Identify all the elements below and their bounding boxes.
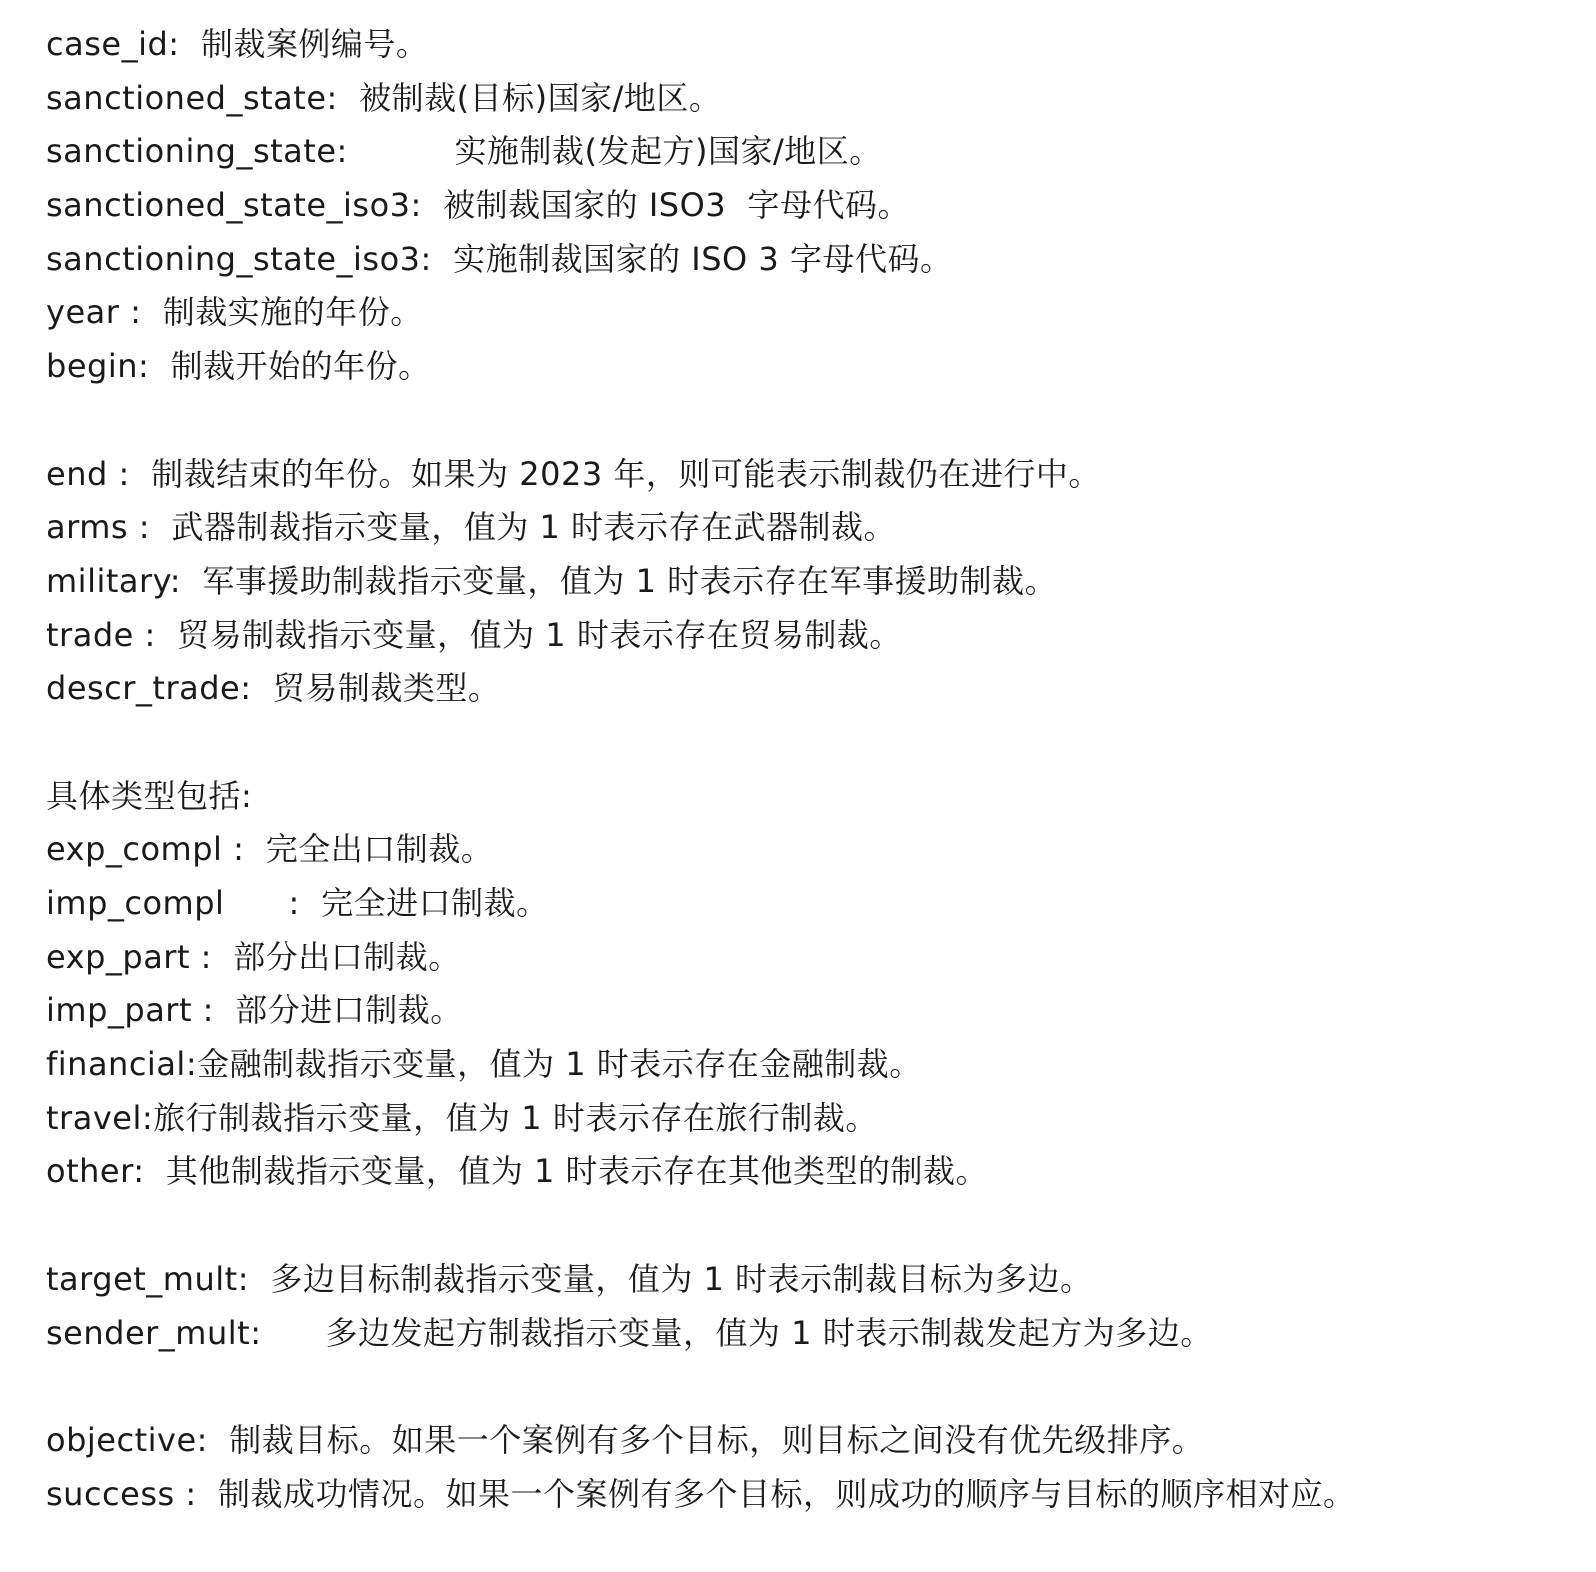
- field-name: trade :: [46, 615, 178, 654]
- line-arms: [46, 501, 1576, 555]
- line-other: [46, 1145, 1576, 1199]
- field-description: 部分出口制裁。: [233, 937, 461, 976]
- blank-line: [46, 716, 1576, 770]
- field-description: 制裁实施的年份。: [162, 293, 423, 332]
- field-description: 金融制裁指示变量，值为 1 时表示存在金融制裁。: [197, 1045, 922, 1084]
- line-sanctioned-state: [46, 72, 1576, 126]
- field-description: 被制裁国家的 ISO3 字母代码。: [443, 186, 910, 225]
- field-description: 实施制裁国家的 ISO 3 字母代码。: [453, 239, 953, 278]
- field-description: 制裁成功情况。如果一个案例有多个目标，则成功的顺序与目标的顺序相对应。: [217, 1474, 1356, 1513]
- line-types-heading: [46, 770, 1576, 824]
- line-travel: [46, 1092, 1576, 1146]
- field-description: 部分进口制裁。: [235, 991, 463, 1030]
- document-body: [46, 18, 1576, 1521]
- field-name: imp_compl :: [46, 884, 322, 922]
- line-imp-part: [46, 984, 1576, 1038]
- line-exp-compl: [46, 823, 1576, 877]
- blank-line: [46, 1199, 1576, 1253]
- field-description: 贸易制裁指示变量，值为 1 时表示存在贸易制裁。: [177, 615, 902, 654]
- field-description: 被制裁(目标)国家/地区。: [359, 78, 722, 117]
- field-name: sanctioning_state_iso3:: [46, 239, 454, 278]
- line-target-mult: [46, 1253, 1576, 1307]
- field-description: 多边目标制裁指示变量，值为 1 时表示制裁目标为多边。: [270, 1259, 1093, 1298]
- field-name: travel:: [46, 1098, 154, 1137]
- field-description: 制裁开始的年份。: [170, 347, 431, 386]
- line-sanctioning-state-iso3: [46, 233, 1576, 287]
- field-name: descr_trade:: [46, 669, 273, 708]
- field-name: case_id:: [46, 25, 201, 63]
- field-name: objective:: [46, 1420, 230, 1459]
- field-description: 贸易制裁类型。: [272, 669, 501, 708]
- line-sanctioning-state: [46, 125, 1576, 179]
- blank-line: [46, 1360, 1576, 1414]
- field-name: imp_part :: [46, 991, 236, 1030]
- field-name: other:: [46, 1152, 166, 1191]
- field-description: 多边发起方制裁指示变量，值为 1 时表示制裁发起方为多边。: [325, 1313, 1213, 1352]
- line-objective: [46, 1414, 1576, 1468]
- line-financial: [46, 1038, 1576, 1092]
- line-success: [46, 1468, 1576, 1522]
- line-year: [46, 286, 1576, 340]
- line-end: [46, 448, 1576, 502]
- field-name: sanctioned_state_iso3:: [46, 186, 444, 225]
- section-heading: 具体类型包括:: [46, 776, 253, 815]
- field-name: sender_mult:: [46, 1313, 326, 1352]
- field-name: exp_part :: [46, 937, 234, 976]
- field-name: financial:: [46, 1045, 198, 1084]
- line-sender-mult: [46, 1307, 1576, 1361]
- line-military: [46, 555, 1576, 609]
- field-name: arms :: [46, 508, 172, 547]
- field-description: 完全出口制裁。: [265, 830, 494, 869]
- line-sanctioned-state-iso3: [46, 179, 1576, 233]
- field-description: 军事援助制裁指示变量，值为 1 时表示存在军事援助制裁。: [202, 561, 1058, 600]
- field-description: 完全进口制裁。: [321, 884, 549, 922]
- field-name: military:: [46, 561, 203, 600]
- field-description: 武器制裁指示变量，值为 1 时表示存在武器制裁。: [171, 508, 897, 547]
- blank-line: [46, 394, 1576, 448]
- field-description: 其他制裁指示变量，值为 1 时表示存在其他类型的制裁。: [165, 1152, 989, 1191]
- field-name: target_mult:: [46, 1259, 271, 1298]
- line-exp-part: [46, 931, 1576, 985]
- line-imp-compl: [46, 877, 1576, 931]
- field-description: 实施制裁(发起方)国家/地区。: [454, 132, 882, 171]
- field-name: end :: [46, 454, 152, 493]
- line-begin: [46, 340, 1576, 394]
- field-description: 制裁结束的年份。如果为 2023 年，则可能表示制裁仍在进行中。: [151, 454, 1101, 493]
- field-description: 制裁案例编号。: [200, 25, 429, 63]
- field-name: sanctioning_state:: [46, 132, 455, 171]
- field-name: exp_compl :: [46, 830, 266, 869]
- field-name: sanctioned_state:: [46, 78, 360, 117]
- field-name: year :: [46, 293, 163, 332]
- line-descr-trade: [46, 662, 1576, 716]
- line-case-id: [46, 18, 1576, 72]
- field-name: begin:: [46, 347, 171, 386]
- field-description: 旅行制裁指示变量，值为 1 时表示存在旅行制裁。: [153, 1098, 878, 1137]
- line-trade: [46, 609, 1576, 663]
- field-description: 制裁目标。如果一个案例有多个目标，则目标之间没有优先级排序。: [229, 1420, 1205, 1459]
- field-name: success :: [46, 1474, 218, 1513]
